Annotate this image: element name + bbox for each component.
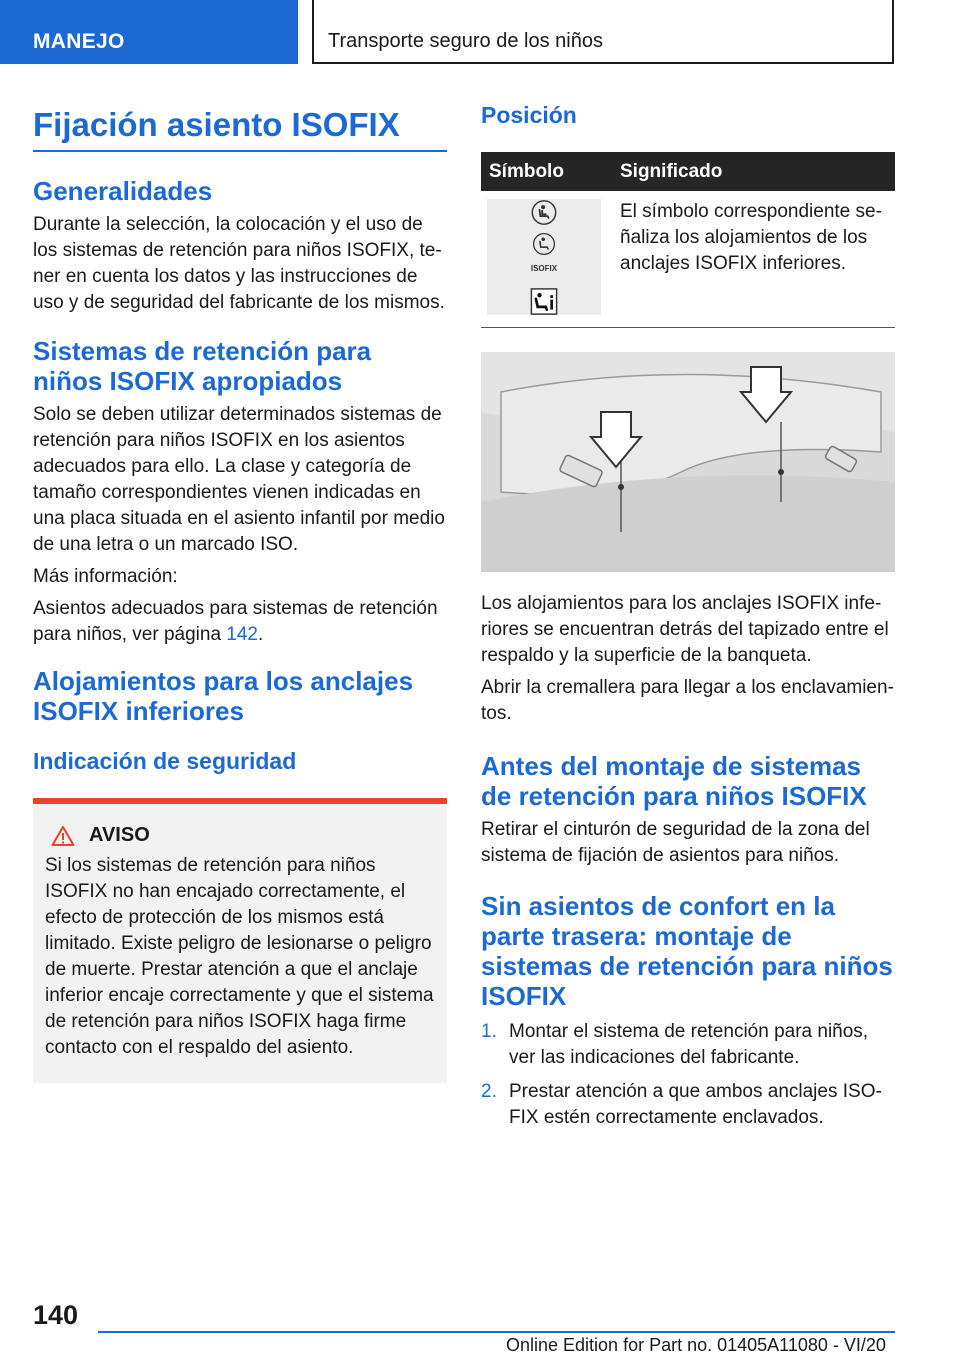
isofix-seat-photo xyxy=(481,352,895,572)
page-title: Fijación asiento ISOFIX xyxy=(33,105,447,152)
paragraph-general: Durante la selección, la colocación y el uso de los sistemas de retención para niños ISOFIX, tener en cuenta los datos y las instrucciones de uso y de seguridad del fabricante de los mismos. xyxy=(33,214,445,313)
paragraph-before: Retirar el cinturón de seguridad de la zona del sistema de fijación de asientos para niños. xyxy=(481,819,870,866)
heading-safety: Indicación de seguridad xyxy=(33,748,297,774)
header-chapter-label: Transporte seguro de los niños xyxy=(328,30,603,52)
warning-box xyxy=(33,798,447,1083)
step-text: Prestar atención a que ambos anclajes ISOFIX estén correctamente enclavados. xyxy=(509,1081,882,1128)
warning-header xyxy=(51,824,435,847)
child-seat-circle-icon xyxy=(529,199,559,226)
heading-anchors: Alojamientos para los anclajes ISOFIX inferiores xyxy=(33,666,414,726)
right-column xyxy=(481,100,895,1139)
child-seat-isofix-icon xyxy=(531,232,557,282)
warning-label: AVISO xyxy=(89,824,150,846)
warning-text: Si los sistemas de retención para niños ISOFIX no han encajado correctamente, el efecto de protección de los mismos está limitado. Existe peligro de lesionarse o peligro de muerte. Prestar atención a que el anclaje inferior encaje correctamente y que el sistema de retención para niños ISOFIX haga firme contacto con el respaldo del asiento. xyxy=(45,855,434,1058)
paragraph-systems: Solo se deben utilizar determinados sistemas de retención para niños ISOFIX en los asientos adecuados para ello. La clase y categoría de tamaño correspondientes vienen indicadas en una placa situada en el asiento infantil por medio de una letra o un marcado ISO. xyxy=(33,404,445,555)
header-section-tab xyxy=(0,0,298,64)
isofix-label: ISOFIX xyxy=(530,264,558,273)
child-seat-info-icon xyxy=(529,288,559,315)
table-row xyxy=(481,191,895,328)
table-header-meaning: Significado xyxy=(612,152,895,191)
step-text: Montar el sistema de retención para niños, ver las indicaciones del fabricante. xyxy=(509,1021,869,1068)
table-header-symbol: Símbolo xyxy=(481,152,612,191)
header-chapter-box xyxy=(312,0,894,64)
list-item xyxy=(481,1079,895,1131)
step-number: 2. xyxy=(481,1081,497,1102)
paragraph-zip: Abrir la cremallera para llegar a los enclavamientos. xyxy=(481,677,894,724)
table-cell-symbol xyxy=(481,191,612,328)
heading-before: Antes del montaje de sistemas de retención para niños ISOFIX xyxy=(481,751,867,811)
symbol-box xyxy=(487,199,601,315)
page-number: 140 xyxy=(33,1300,79,1330)
table-cell-meaning: El símbolo correspondiente señaliza los alojamientos de los anclajes ISOFIX inferiores. xyxy=(612,191,895,328)
list-item xyxy=(481,1019,895,1071)
symbol-table xyxy=(481,152,895,328)
heading-position: Posición xyxy=(481,102,577,128)
heading-no-seat: Sin asientos de confort en la parte trasera: montaje de sistemas de retención para niños ISOFIX xyxy=(481,891,893,1011)
footer-divider xyxy=(98,1331,895,1333)
steps-list xyxy=(481,1019,895,1131)
header-section-label: MANEJO xyxy=(33,30,125,53)
link-end: . xyxy=(258,624,264,645)
paragraph-more-info: Más información: xyxy=(33,566,178,587)
footer-edition: Online Edition for Part no. 01405A11080 - VI/20 xyxy=(506,1335,886,1355)
paragraph-link xyxy=(33,596,447,648)
heading-general: Generalidades xyxy=(33,176,213,206)
step-number: 1. xyxy=(481,1021,497,1042)
heading-systems: Sistemas de retención para niños ISOFIX apropiados xyxy=(33,336,372,396)
paragraph-photo: Los alojamientos para los anclajes ISOFIX inferiores se encuentran detrás del tapizado entre el respaldo y la superficie de la banqueta. xyxy=(481,593,889,666)
link-text: Asientos adecuados para sistemas de retención para niños, ver página xyxy=(33,598,438,645)
child-seat-small-icon xyxy=(532,232,556,256)
warning-triangle-icon xyxy=(51,825,75,847)
left-column xyxy=(33,105,447,1083)
table-header-row xyxy=(481,152,895,191)
page-link[interactable]: 142 xyxy=(226,624,258,645)
